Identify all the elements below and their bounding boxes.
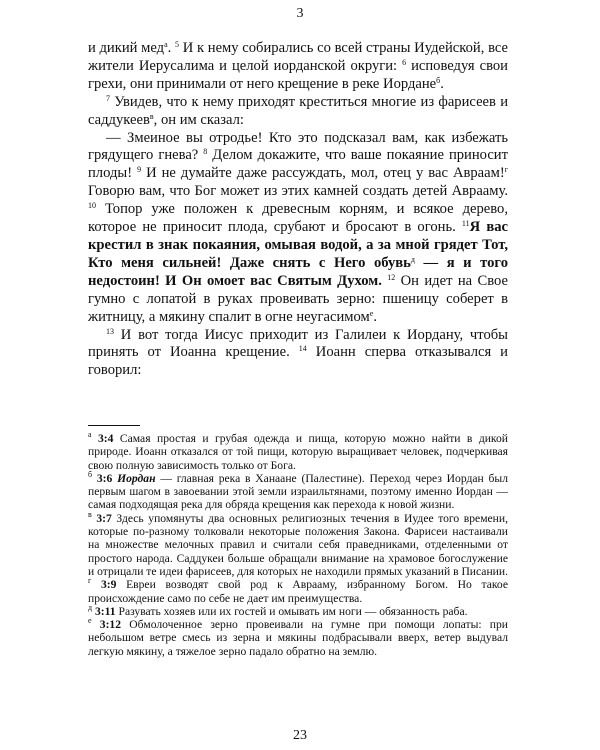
verse-or-note-marker: 7 <box>106 93 110 103</box>
footnote <box>88 602 508 618</box>
verse-or-note-marker: 6 <box>402 57 407 67</box>
verse-or-note-marker: 11 <box>461 219 470 229</box>
text-run: . <box>440 75 444 92</box>
text-run: Увидев, что к нему приходят креститься многие из фарисеев и саддукеев <box>88 93 508 128</box>
page-number-top: 3 <box>296 6 304 21</box>
paragraph <box>88 327 508 381</box>
verse-or-note-marker: г <box>88 576 92 586</box>
footnote <box>88 618 508 658</box>
text-run: и дикий мед <box>88 40 165 56</box>
text-run: Он идет на Свое гумно с лопатой в руках провеивать зерно: пшеницу соберет в житницу, а мякину спалит в огне неугасимом <box>88 272 508 325</box>
paragraph <box>88 40 508 94</box>
verse-or-note-marker: 5 <box>175 40 180 49</box>
text-run: Самая простая и грубая одежда и пища, которую можно найти в дикой природе. Иоанн отказался от той пищи, которую выращивает человек, подчеркивая свою полную зависимость только от Бога. <box>88 432 508 472</box>
text-run: — Змеиное вы отродье! Кто это подсказал вам, как избежать грядущего гнева? <box>88 129 508 164</box>
text-run: Топор уже положен к древесным корням, и всякое дерево, которое не приносит плода, срубают и бросают в огонь. <box>88 201 508 236</box>
verse-or-note-marker: 9 <box>137 165 142 175</box>
verse-or-note-marker: 10 <box>88 201 96 211</box>
bold-text: 3:11 <box>92 604 116 618</box>
text-run: Евреи возводят свой род к Аврааму, избранному Богом. Но такое происхождение само по себе не дает им преимущества. <box>88 578 508 605</box>
text-run: — главная река в Ханаане (Палестине). Переход через Иордан был первым шагом в завоевании этой земли израильтянами, поэтому именно Иордан — самая подходящая река для обряда крещения как перехода к новой жизни. <box>88 471 508 512</box>
text-run: Разувать хозяев или их гостей и омывать им ноги — обязанность раба. <box>115 604 468 618</box>
footnote <box>88 469 508 512</box>
text-run: Делом докажите, что ваше покаяние приносит плоды! <box>88 147 508 182</box>
text-run: , он им сказал: <box>153 111 244 128</box>
verse-or-note-marker: 14 <box>298 344 307 354</box>
footnote <box>88 432 508 472</box>
verse-or-note-marker: б <box>436 75 441 85</box>
bold-text: 3:12 <box>91 618 122 632</box>
verse-or-note-marker: 13 <box>106 326 114 336</box>
verse-or-note-marker: в <box>149 111 154 121</box>
text-run: И не думайте даже рассуждать, мол, отец у вас Авраам! <box>141 165 505 182</box>
verse-or-note-marker: е <box>88 616 92 626</box>
page-number-bottom: 23 <box>293 728 307 743</box>
text-run: Обмолоченное зерно провеивали на гумне при помощи лопаты: при небольшом ветре смесь из зерна и мякины подбрасывали вверх, ветер выдувал легкую мякину, а тяжелое зерно падало обратно на землю. <box>88 618 509 658</box>
text-run: . <box>167 40 176 56</box>
bold-text: 3:4 <box>91 432 114 445</box>
verse-or-note-marker: 12 <box>387 272 396 282</box>
verse-or-note-marker: б <box>88 469 93 479</box>
bold-text: Я вас крестил в знак покаяния, омывая водой, а за мной грядет Тот, Кто меня сильней! Даже снять с Него обувь <box>88 219 508 271</box>
verse-or-note-marker: 8 <box>203 147 208 157</box>
bold-text: 3:7 <box>91 511 112 525</box>
bold-text: 3:6 <box>92 471 113 485</box>
footnote <box>88 578 508 605</box>
text-run: Иоанн сперва отказывался и говорил: <box>88 344 508 379</box>
paragraph <box>88 130 508 327</box>
text-run: И вот тогда Иисус приходит из Галилеи к Иордану, чтобы принять от Иоанна крещение. <box>88 326 508 361</box>
verse-or-note-marker: а <box>88 430 92 439</box>
footnote <box>88 509 508 578</box>
text-run: И к нему собирались со всей страны Иудейской, все жители Иерусалима и целой иорданской округи: <box>88 40 509 74</box>
verse-or-note-marker: д <box>410 254 415 264</box>
bold-text: 3:9 <box>91 578 117 592</box>
footnote-divider <box>88 425 140 426</box>
paragraph <box>88 94 508 130</box>
text-run: Здесь упомянуты два основных религиозных течения в Иудее того времени, которые по-разному толковали некоторые положения Закона. Фарисеи настаивали на множестве мелочных правил и считали себя праведниками, отделенными от простого народа. Саддукеи больше обращали внимание на храмовое богослужение и отрицали те идеи фарисеев, для которых не находили прямых указаний в Писании. <box>88 511 508 578</box>
footnotes <box>88 432 508 658</box>
main-text <box>88 40 508 380</box>
verse-or-note-marker: а <box>164 40 168 49</box>
verse-or-note-marker: г <box>504 165 508 175</box>
text-run: Говорю вам, что Бог может из этих камней создать детей Аврааму. <box>88 183 508 200</box>
bold-text: — я и того недостоин! И Он омоет вас Святым Духом. <box>88 254 508 289</box>
text-run: исповедуя свои грехи, они принимали от него крещение в реке Иордане <box>88 57 508 92</box>
verse-or-note-marker: в <box>88 509 92 519</box>
bold-italic-term: Иордан <box>112 471 156 485</box>
text-run: . <box>373 308 378 325</box>
verse-or-note-marker: д <box>88 602 93 612</box>
verse-or-note-marker: е <box>369 308 374 318</box>
